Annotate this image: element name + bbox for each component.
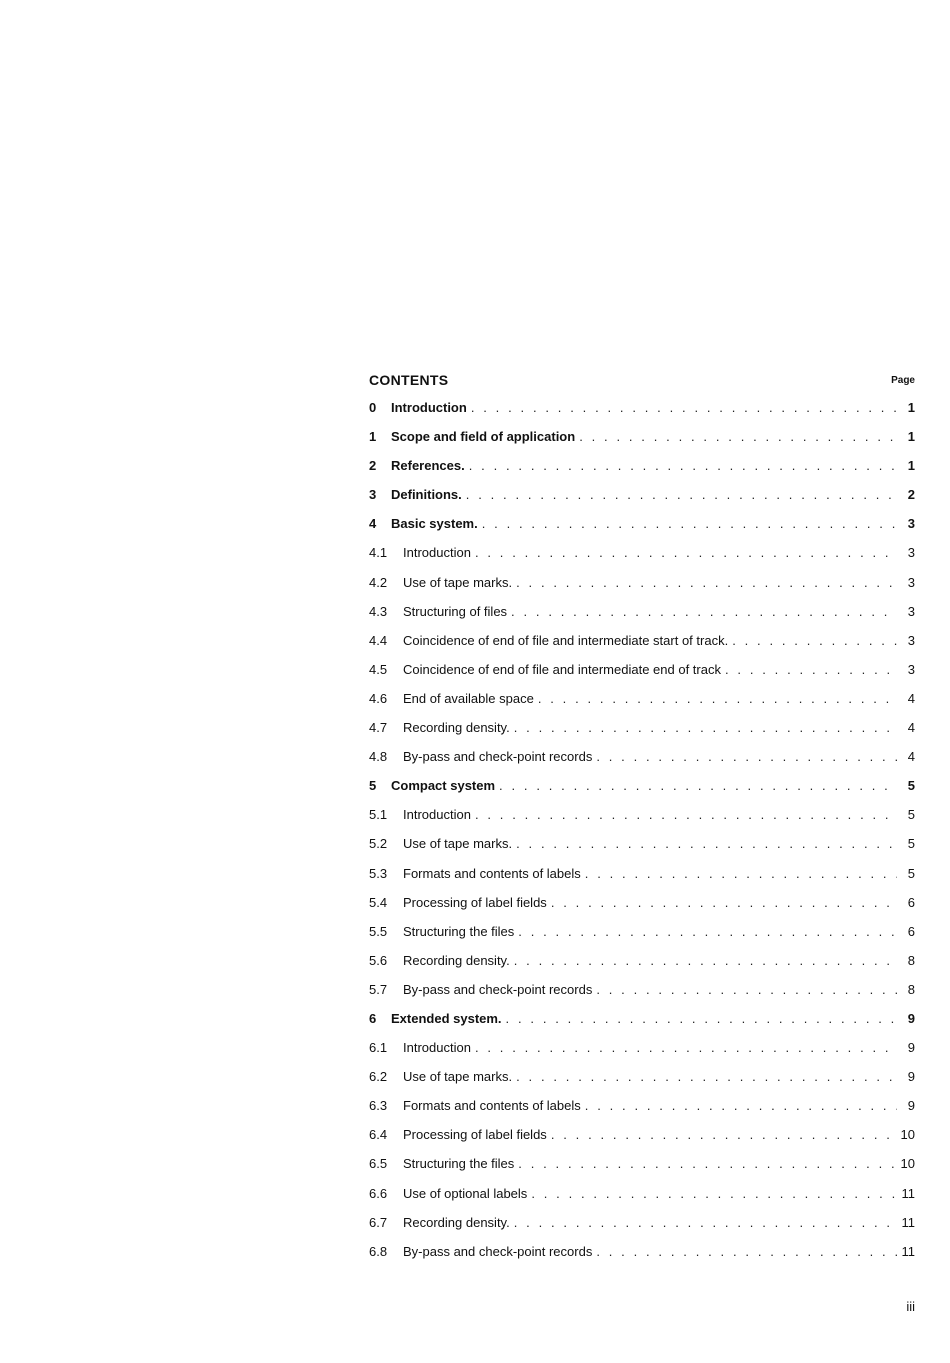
toc-entry-number: 5.3 (369, 865, 388, 881)
toc-entry-number: 5.2 (369, 836, 388, 852)
table-of-contents (369, 372, 915, 1273)
toc-entry-title: Formats and contents of labels (403, 1098, 581, 1114)
toc-entry (369, 778, 915, 807)
dot-leader (534, 691, 897, 706)
toc-entry-page: 3 (907, 516, 915, 532)
dot-leader (510, 953, 897, 968)
toc-entry (369, 575, 915, 604)
dot-leader (592, 749, 897, 764)
dot-leader (478, 516, 897, 531)
toc-entry-page: 9 (907, 1040, 915, 1056)
toc-entry-page: 1 (907, 400, 915, 415)
toc-entry-number: 6.6 (369, 1185, 388, 1201)
toc-entry-page: 3 (907, 545, 915, 561)
toc-entry-title: By-pass and check-point records (403, 749, 593, 765)
toc-entry (369, 516, 915, 545)
toc-entry-page: 6 (907, 894, 915, 910)
toc-entry-page: 5 (907, 807, 915, 823)
toc-entry-page: 10 (900, 1156, 915, 1172)
toc-entry-title: Recording density. (403, 1214, 510, 1230)
toc-entry-page: 4 (907, 690, 915, 706)
dot-leader (575, 429, 897, 444)
toc-entry-number: 5.4 (369, 894, 388, 910)
toc-entry-title: Basic system. (391, 516, 478, 532)
dot-leader (495, 778, 897, 793)
toc-entry (369, 400, 915, 429)
toc-entry-title: Structuring the files (403, 1156, 515, 1172)
toc-entry-page: 9 (907, 1010, 915, 1026)
toc-entry-page: 4 (907, 749, 915, 765)
toc-entry-page: 5 (907, 865, 915, 881)
toc-entry (369, 1069, 915, 1098)
toc-entry-title: Extended system. (391, 1010, 502, 1026)
toc-entry-title: Use of tape marks. (403, 574, 513, 590)
toc-entry-number: 2 (369, 458, 377, 474)
toc-entry-number: 4.7 (369, 720, 388, 736)
toc-entry-title: Definitions. (391, 487, 462, 503)
toc-entry-title: References. (391, 458, 465, 474)
toc-entry-number: 5.6 (369, 952, 388, 968)
dot-leader (721, 662, 897, 677)
toc-entry-title: By-pass and check-point records (403, 1243, 593, 1259)
toc-entry-number: 4.4 (369, 632, 388, 648)
dot-leader (471, 545, 897, 560)
toc-header (369, 372, 915, 394)
toc-entry (369, 633, 915, 662)
dot-leader (512, 575, 897, 590)
toc-entry (369, 1098, 915, 1127)
dot-leader (465, 458, 897, 473)
dot-leader (728, 633, 897, 648)
toc-entry-page: 3 (907, 574, 915, 590)
toc-entry (369, 1244, 915, 1273)
toc-entry-page: 3 (907, 632, 915, 648)
toc-entry-page: 5 (907, 836, 915, 852)
toc-entry-title: Structuring of files (403, 603, 508, 619)
toc-entry-title: Recording density. (403, 720, 510, 736)
toc-entry-number: 5.1 (369, 807, 388, 823)
toc-entry-title: Compact system (391, 778, 496, 794)
toc-entry-title: Recording density. (403, 952, 510, 968)
toc-entry-page: 3 (907, 661, 915, 677)
toc-entry-page: 10 (900, 1127, 915, 1143)
toc-entry-title: By-pass and check-point records (403, 981, 593, 997)
toc-entry-number: 1 (369, 429, 377, 445)
dot-leader (514, 1156, 897, 1171)
toc-entry-page: 2 (907, 487, 915, 503)
toc-entry-title: Introduction (403, 545, 471, 561)
toc-entry-number: 4.1 (369, 545, 388, 561)
toc-entry (369, 836, 915, 865)
dot-leader (527, 1186, 897, 1201)
toc-entry-number: 6.5 (369, 1156, 388, 1172)
toc-entry-title: Structuring the files (403, 923, 515, 939)
toc-entry-number: 5.7 (369, 981, 388, 997)
toc-entry-title: Processing of label fields (403, 894, 547, 910)
toc-entry (369, 720, 915, 749)
toc-entry-title: Introduction (403, 807, 471, 823)
toc-entry-number: 4 (369, 516, 377, 532)
dot-leader (471, 807, 897, 822)
toc-entry-page: 4 (907, 720, 915, 736)
toc-entry (369, 487, 915, 516)
dot-leader (471, 1040, 897, 1055)
toc-entry (369, 982, 915, 1011)
toc-entry (369, 1156, 915, 1185)
dot-leader (547, 895, 897, 910)
toc-entry-title: Scope and field of application (391, 429, 576, 445)
page-column-label: Page (891, 375, 915, 386)
dot-leader (502, 1011, 897, 1026)
toc-entry-title: Introduction (403, 1040, 471, 1056)
dot-leader (467, 400, 897, 415)
toc-entry (369, 458, 915, 487)
dot-leader (514, 924, 897, 939)
toc-entry (369, 691, 915, 720)
toc-entry (369, 895, 915, 924)
toc-entry-number: 6 (369, 1010, 377, 1026)
toc-entry-page: 9 (907, 1069, 915, 1085)
toc-entry-number: 6.7 (369, 1214, 388, 1230)
toc-entry-number: 4.2 (369, 574, 388, 590)
dot-leader (507, 604, 897, 619)
toc-entry-number: 6.4 (369, 1127, 388, 1143)
toc-list (369, 400, 915, 1273)
dot-leader (581, 866, 897, 881)
dot-leader (462, 487, 897, 502)
toc-entry (369, 1011, 915, 1040)
toc-entry-title: Formats and contents of labels (403, 865, 581, 881)
toc-entry (369, 866, 915, 895)
toc-entry-number: 5 (369, 778, 377, 794)
dot-leader (547, 1127, 897, 1142)
toc-entry-page: 8 (907, 952, 915, 968)
toc-entry-page: 11 (901, 1243, 915, 1259)
toc-entry-number: 6.3 (369, 1098, 388, 1114)
toc-entry (369, 953, 915, 982)
toc-entry (369, 545, 915, 574)
toc-entry-page: 11 (901, 1185, 915, 1201)
toc-entry-title: Coincidence of end of file and intermediate end of track (403, 661, 721, 677)
dot-leader (512, 1069, 897, 1084)
toc-entry-number: 4.5 (369, 661, 388, 677)
toc-entry-page: 9 (907, 1098, 915, 1114)
toc-entry-number: 4.6 (369, 690, 388, 706)
toc-entry-title: Introduction (391, 400, 467, 415)
toc-entry-title: End of available space (403, 690, 534, 706)
toc-entry-title: Use of tape marks. (403, 836, 513, 852)
toc-entry-page: 5 (907, 778, 915, 794)
toc-entry-number: 6.8 (369, 1243, 388, 1259)
toc-entry-number: 4.8 (369, 749, 388, 765)
toc-entry-number: 0 (369, 400, 377, 415)
page-number: iii (906, 1299, 915, 1314)
toc-entry-page: 8 (907, 981, 915, 997)
toc-title: CONTENTS (369, 372, 449, 388)
toc-entry-number: 6.2 (369, 1069, 388, 1085)
toc-entry-title: Use of tape marks. (403, 1069, 513, 1085)
toc-entry (369, 924, 915, 953)
toc-entry-page: 6 (907, 923, 915, 939)
dot-leader (581, 1098, 897, 1113)
toc-entry-number: 4.3 (369, 603, 388, 619)
toc-entry (369, 429, 915, 458)
dot-leader (512, 836, 897, 851)
toc-entry-title: Coincidence of end of file and intermediate start of track. (403, 632, 729, 648)
toc-entry (369, 1215, 915, 1244)
toc-entry-number: 6.1 (369, 1040, 388, 1056)
toc-entry (369, 1040, 915, 1069)
dot-leader (510, 720, 897, 735)
dot-leader (592, 1244, 897, 1259)
toc-entry-page: 3 (907, 603, 915, 619)
toc-entry (369, 807, 915, 836)
toc-entry (369, 1127, 915, 1156)
toc-entry (369, 749, 915, 778)
toc-entry-title: Use of optional labels (403, 1185, 528, 1201)
toc-entry (369, 1186, 915, 1215)
toc-entry-number: 3 (369, 487, 377, 503)
dot-leader (592, 982, 897, 997)
toc-entry-page: 1 (907, 458, 915, 474)
toc-entry-page: 1 (907, 429, 915, 445)
toc-entry-number: 5.5 (369, 923, 388, 939)
toc-entry-title: Processing of label fields (403, 1127, 547, 1143)
toc-entry (369, 662, 915, 691)
toc-entry-page: 11 (901, 1214, 915, 1230)
toc-entry (369, 604, 915, 633)
dot-leader (510, 1215, 897, 1230)
